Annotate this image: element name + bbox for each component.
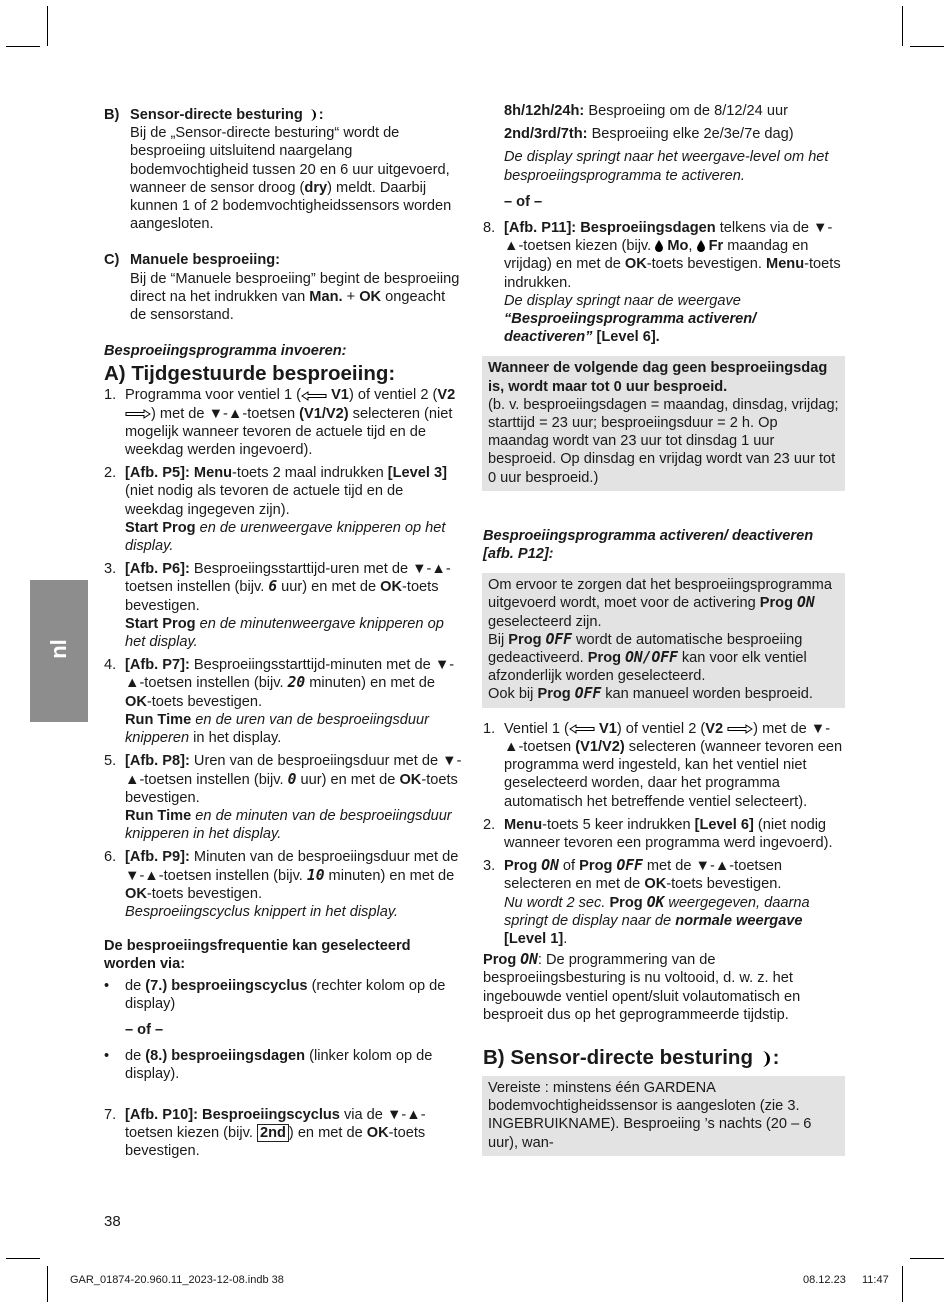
crop-mark bbox=[47, 1266, 48, 1302]
arrow-left-icon bbox=[301, 391, 327, 401]
crop-mark bbox=[902, 1266, 903, 1302]
section-label: C) bbox=[104, 252, 120, 269]
activate-step-1: 1. Ventiel 1 ( V1) of ventiel 2 (V2 ) met de ▼-▲-toetsen (V1/V2) selecteren (wanneer tevoren een programma werd ingesteld, kan het ventiel niet geselecteerd worden, daar het programma automatisch het betreffende ventiel selecteert). bbox=[483, 720, 843, 810]
footer-file: GAR_01874-20.960.11_2023-12-08.indb 38 bbox=[70, 1274, 284, 1286]
right-column bbox=[483, 102, 845, 1156]
section-c-text: Bij de “Manuele besproeiing” begint de besproeiing direct na het indrukken van Man. + OK ongeacht de sensorstand. bbox=[130, 270, 460, 324]
crop-mark bbox=[47, 6, 48, 46]
step-1: 1. Programma voor ventiel 1 ( V1) of ventiel 2 (V2 ) met de ▼-▲-toetsen (V1/V2) selecteren (niet mogelijk wanneer tevoren de actuele tijd en de weekdag werden ingevoerd). bbox=[104, 387, 456, 459]
section-title: Manuele besproeiing: bbox=[130, 252, 281, 269]
cycle-days: 2nd/3rd/7th: Besproeiing elke 2e/3e/7e dag) bbox=[504, 126, 794, 143]
crop-mark bbox=[6, 46, 40, 47]
program-heading: Besproeiingsprogramma invoeren: bbox=[104, 343, 347, 360]
crop-mark bbox=[902, 6, 903, 46]
step-2: 2. [Afb. P5]: Menu-toets 2 maal indrukken [Level 3] (niet nodig als tevoren de actuele tijd en de weekdag ingegeven zijn). Start Prog en de urenweergave knipperen op het display. bbox=[104, 465, 447, 555]
bullet-days: • de (8.) besproeiingsdagen (linker kolom op de display). bbox=[104, 1048, 433, 1083]
step-8: 8. [Afb. P11]: Besproeiingsdagen telkens via de ▼-▲-toetsen kiezen (bijv. Mo, Fr maandag en vrijdag) en met de OK-toets bevestigen. Menu-toets indrukken. De display springt naar de weergave “Besproeiingsprogramma activeren/ deactiveren” [Level 6]. bbox=[483, 220, 841, 346]
section-label: B) bbox=[104, 107, 120, 123]
section-c bbox=[104, 251, 464, 324]
activate-heading: Besproeiingsprogramma activeren/ deactiveren [afb. P12]: bbox=[483, 527, 814, 563]
drop-icon bbox=[655, 240, 663, 252]
or-separator: – of – bbox=[125, 1021, 164, 1038]
moon-icon bbox=[307, 108, 319, 122]
crop-mark bbox=[910, 1258, 944, 1259]
prog-on-summary: Prog ON: De programmering van de besproeiingsbesturing is nu voltooid, d. w. z. het ingebouwde ventiel opent/sluit volautomatisch en besproeit dus op het geprogrammeerde tijdstip. bbox=[483, 951, 801, 1023]
page-number: 38 bbox=[104, 1213, 121, 1230]
step-3: 3. [Afb. P6]: Besproeiingsstarttijd-uren met de ▼-▲-toetsen instellen (bijv. 6 uur) en met de OK-toets bevestigen. Start Prog en de minutenweergave knipperen op het display. bbox=[104, 561, 451, 651]
activate-step-3: 3. Prog ON of Prog OFF met de ▼-▲-toetsen selecteren en met de OK-toets bevestigen. Nu wordt 2 sec. Prog OK weergegeven, daarna springt de display naar de normale weergave [Level 1]. bbox=[483, 857, 810, 947]
step-5: 5. [Afb. P8]: Uren van de besproeiingsduur met de ▼-▲-toetsen instellen (bijv. 0 uur) en met de OK-toets bevestigen. Run Time en de minuten van de besproeiingsduur knipperen in het display. bbox=[104, 753, 462, 843]
cycle-note: De display springt naar het weergave-level om het besproeiingsprogramma te activeren. bbox=[504, 149, 829, 184]
language-tab bbox=[30, 580, 88, 722]
cycle-hours: 8h/12h/24h: Besproeiing om de 8/12/24 uur bbox=[504, 103, 788, 119]
moon-icon bbox=[759, 1050, 773, 1068]
crop-mark bbox=[910, 46, 944, 47]
step-4: 4. [Afb. P7]: Besproeiingsstarttijd-minuten met de ▼-▲-toetsen instellen (bijv. 20 minuten) en met de OK-toets bevestigen. Run Time en de uren van de besproeiingsduur knipperen in het display. bbox=[104, 657, 455, 747]
arrow-right-icon bbox=[125, 409, 151, 419]
heading-b: B) Sensor-directe besturing : bbox=[483, 1045, 780, 1069]
step-6: 6. [Afb. P9]: Minuten van de besproeiingsduur met de ▼-▲-toetsen instellen (bijv. 10 minuten) en met de OK-toets bevestigen. Besproeiingscyclus knippert in het display. bbox=[104, 849, 459, 920]
section-title: Sensor-directe besturing bbox=[130, 107, 303, 123]
display-value-2nd: 2nd bbox=[257, 1124, 289, 1142]
heading-a: A) Tijdgestuurde besproeiing: bbox=[104, 362, 396, 386]
or-separator: – of – bbox=[504, 193, 543, 210]
footer-time: 11:47 bbox=[862, 1274, 889, 1286]
left-column bbox=[104, 106, 464, 1160]
drop-icon bbox=[697, 240, 705, 252]
section-b: B) Sensor-directe besturing : Bij de „Sensor-directe besturing“ wordt de besproeiing uitsluitend naargelang bodemvochtigheid tussen 20 en 6 uur uitgevoerd, wanneer de sensor droog (dry) meldt. Daarbij kunnen 1 of 2 bodemvochtigheidssensors worden aangesloten. bbox=[104, 106, 464, 233]
crop-mark bbox=[6, 1258, 40, 1259]
activate-step-2: 2. Menu-toets 5 keer indrukken [Level 6] (niet nodig wanneer tevoren een programma werd ingevoerd). bbox=[483, 816, 833, 851]
arrow-right-icon bbox=[727, 724, 753, 734]
step-7: 7. [Afb. P10]: Besproeiingscyclus via de ▼-▲-toetsen kiezen (bijv. 2nd ) en met de OK-toets bevestigen. bbox=[104, 1106, 426, 1159]
note-box-activation: Om ervoor te zorgen dat het besproeiingsprogramma uitgevoerd wordt, moet voor de activering Prog ON geselecteerd zijn. Bij Prog OFF wordt de automatische besproeiing gedeactiveerd. Prog ON/OFF kan voor elk ventiel afzonderlijk worden geselecteerd. Ook bij Prog OFF kan manueel worden besproeid. bbox=[482, 573, 845, 707]
arrow-left-icon bbox=[569, 724, 595, 734]
note-box-next-day: Wanneer de volgende dag geen besproeiingsdag is, wordt maar tot 0 uur besproeid. (b. v. besproeiingsdagen = maandag, dinsdag, vrijdag; starttijd = 23 uur; besproeiingsduur = 2 h. Op maandag wordt van 23 uur tot dinsdag 1 uur besproeid. Op dinsdag en vrijdag wordt van 23 uur tot 0 uur besproeid.) bbox=[482, 356, 845, 490]
language-tab-label: nl bbox=[46, 639, 71, 659]
footer-date: 08.12.23 bbox=[803, 1274, 846, 1286]
section-b-text: Bij de „Sensor-directe besturing“ wordt de besproeiing uitsluitend naargelang bodemvochtigheid tussen 20 en 6 uur uitgevoerd, wanneer de sensor droog (dry) meldt. Daarbij kunnen 1 of 2 bodemvochtigheidssensors worden aangesloten. bbox=[130, 125, 452, 233]
frequency-heading: De besproeiingsfrequentie kan geselecteerd worden via: bbox=[104, 938, 411, 973]
note-box-requirement: Vereiste : minstens één GARDENA bodemvochtigheidssensor is aangesloten (zie 3. INGEBRUIKNAME). Besproeiing ’s nachts (20 – 6 uur), wan- bbox=[482, 1076, 845, 1156]
bullet-cycle: • de (7.) besproeiingscyclus (rechter kolom op de display) bbox=[104, 977, 446, 1012]
